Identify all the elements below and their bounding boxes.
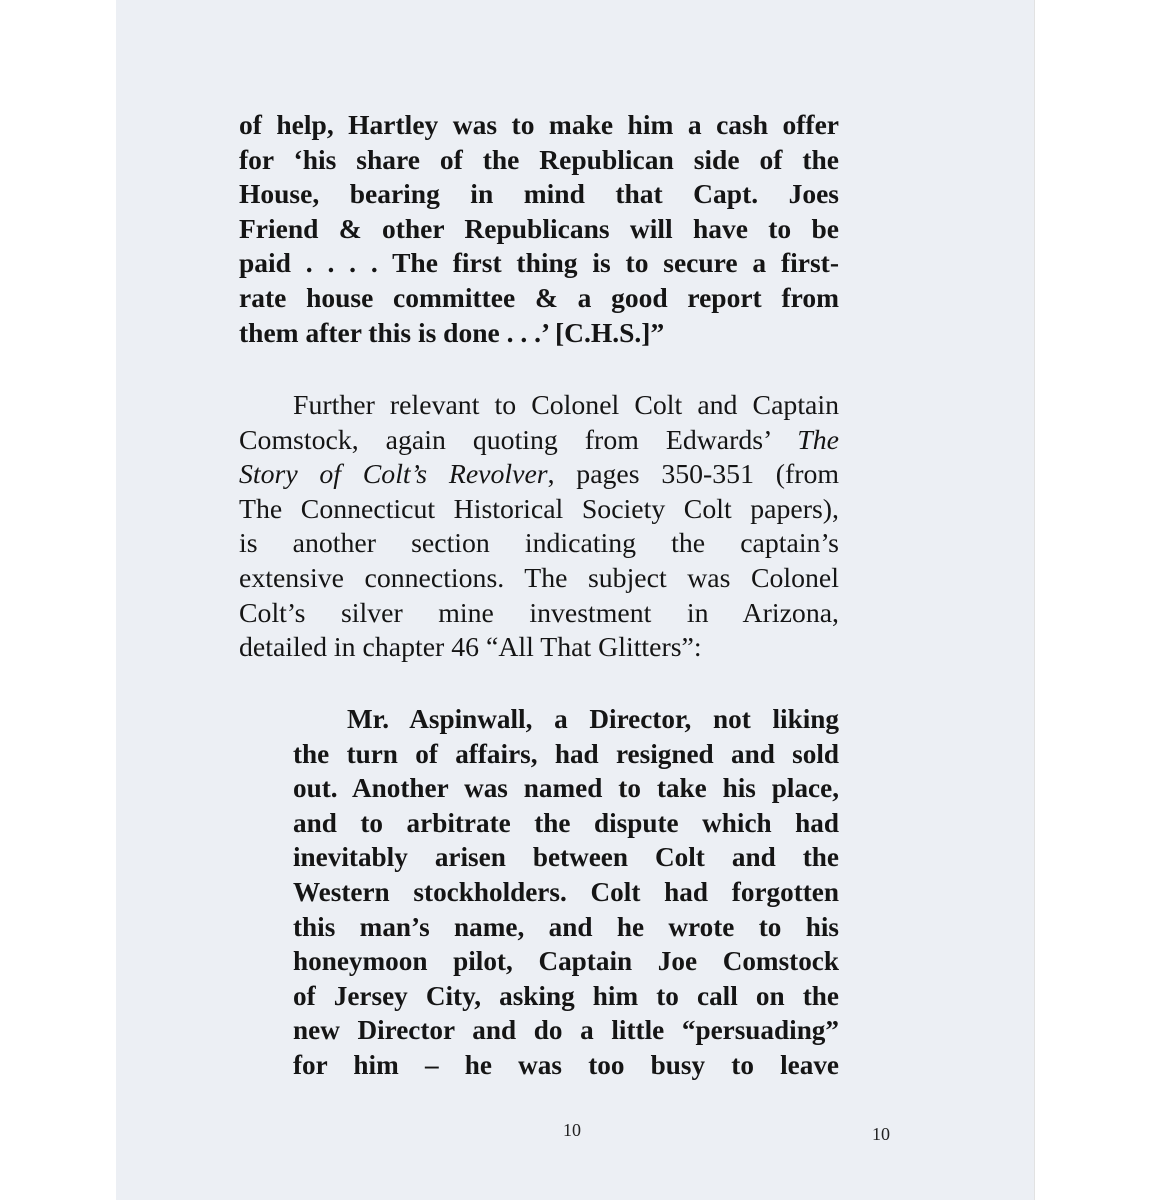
page-edge bbox=[1034, 0, 1035, 1200]
text-line: Western stockholders. Colt had forgotten bbox=[293, 876, 839, 907]
text-line bbox=[239, 458, 839, 493]
text-line: of help, Hartley was to make him a cash offer bbox=[239, 109, 839, 140]
text-line: them after this is done . . .’ [C.H.S.]” bbox=[239, 316, 665, 348]
text-line: extensive connections. The subject was Colonel bbox=[239, 562, 839, 594]
blockquote-aspinwall bbox=[293, 702, 839, 1083]
book-title-italic: The bbox=[797, 424, 839, 456]
text-line: of Jersey City, asking him to call on the bbox=[293, 980, 839, 1011]
text-line: detailed in chapter 46 “All That Glitters”: bbox=[239, 632, 702, 664]
text-line: Further relevant to Colonel Colt and Captain bbox=[293, 390, 839, 421]
text-line: Colt’s silver mine investment in Arizona, bbox=[239, 597, 839, 629]
paragraph-colt-comstock bbox=[239, 389, 839, 666]
text-segment: , pages 350-351 (from bbox=[547, 459, 839, 491]
page-number-margin: 10 bbox=[872, 1124, 890, 1144]
text-line: The Connecticut Historical Society Colt papers), bbox=[239, 493, 839, 525]
text-line: and to arbitrate the dispute which had bbox=[293, 807, 839, 838]
paragraph-quote-hartley bbox=[239, 108, 839, 350]
text-line: House, bearing in mind that Capt. Joes bbox=[239, 178, 839, 210]
text-line: rate house committee & a good report from bbox=[239, 281, 839, 313]
text-line: for ‘his share of the Republican side of the bbox=[239, 143, 839, 175]
text-line: honeymoon pilot, Captain Joe Comstock bbox=[293, 946, 839, 977]
text-line: this man’s name, and he wrote to his bbox=[293, 911, 839, 942]
text-line: Friend & other Republicans will have to be bbox=[239, 212, 839, 244]
book-title-italic: Story of Colt’s Revolver bbox=[239, 459, 548, 491]
text-line: paid . . . . The first thing is to secure a first- bbox=[239, 247, 839, 279]
text-line: out. Another was named to take his place, bbox=[293, 773, 839, 804]
text-line: is another section indicating the captain’s bbox=[239, 528, 839, 560]
text-segment: Comstock, again quoting from Edwards’ bbox=[239, 424, 771, 456]
text-line: the turn of affairs, had resigned and sold bbox=[293, 738, 839, 769]
text-line: new Director and do a little “persuading” bbox=[293, 1015, 839, 1046]
text-line bbox=[239, 424, 839, 459]
page-number: 10 bbox=[563, 1120, 581, 1140]
text-line: for him – he was too busy to leave bbox=[293, 1049, 839, 1080]
text-line: inevitably arisen between Colt and the bbox=[293, 842, 839, 873]
text-line: Mr. Aspinwall, a Director, not liking bbox=[347, 704, 839, 734]
